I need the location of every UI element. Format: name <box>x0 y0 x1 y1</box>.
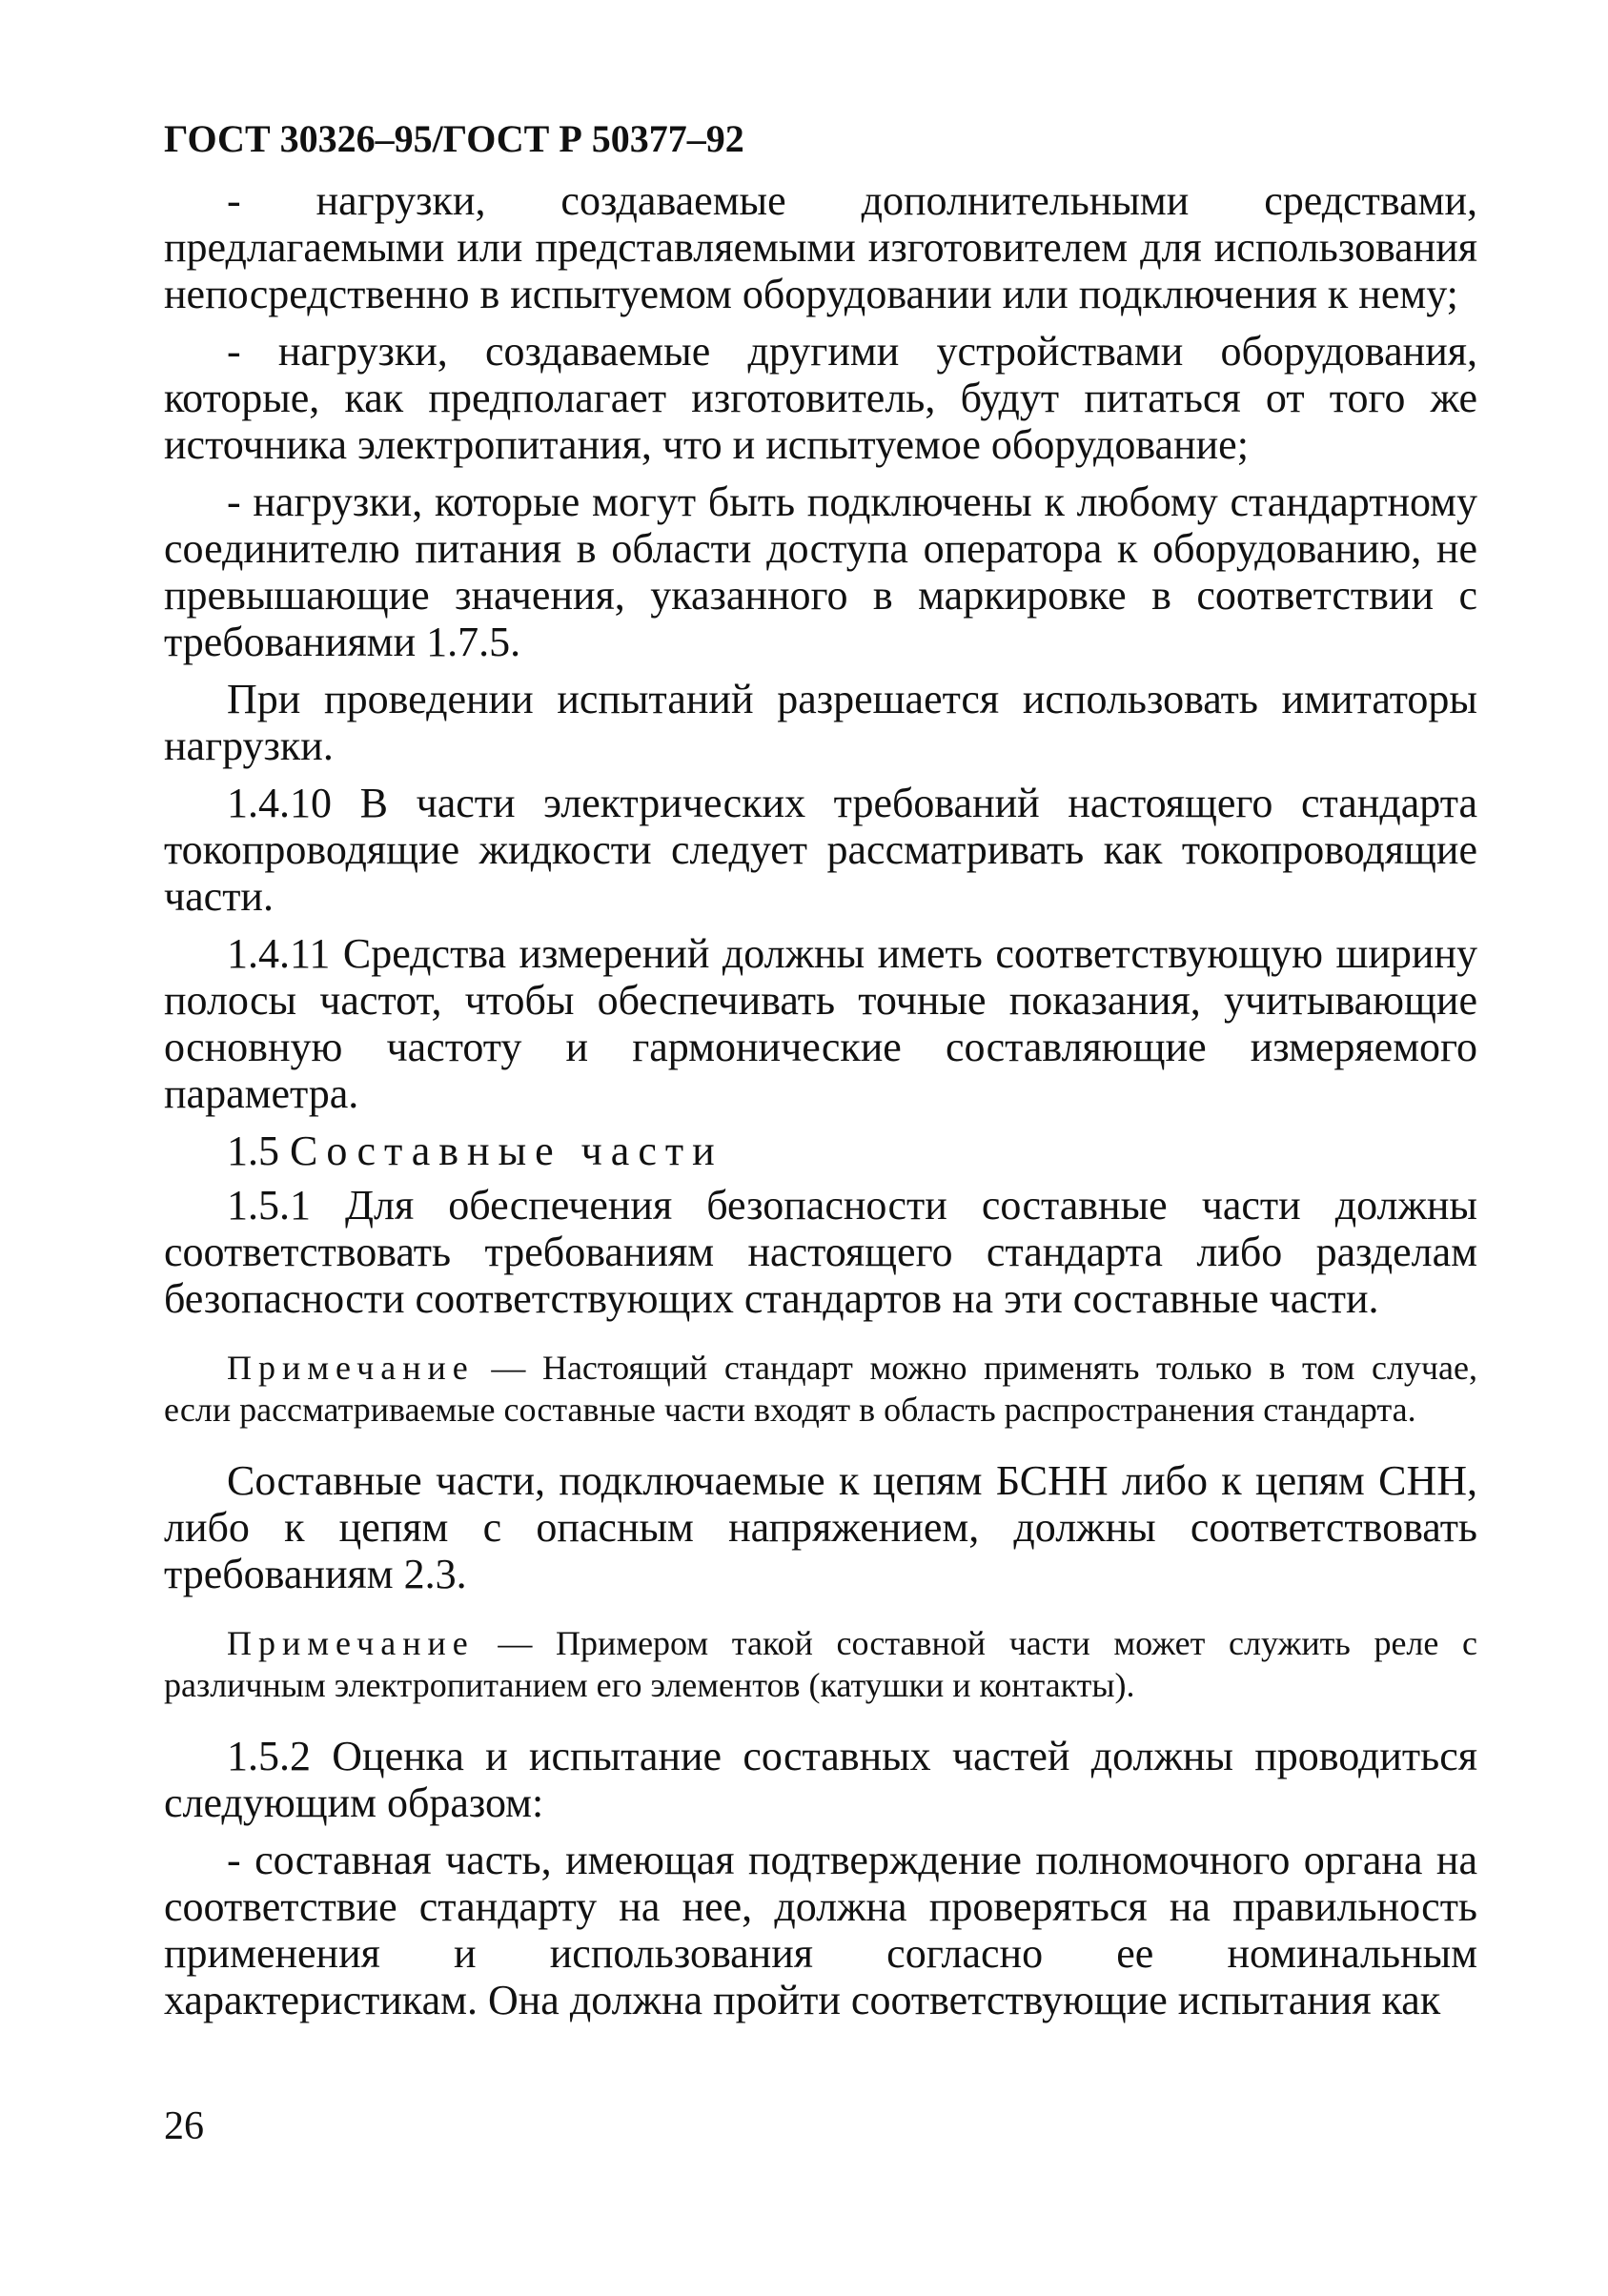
note-text: — Настоящий стандарт можно применять только в том случае, если рассматриваемые составные части входят в область распространения стандарта. <box>164 1349 1477 1429</box>
paragraph-components-circuits: Составные части, подключаемые к цепям БСНН либо к цепям СНН, либо к цепям с опасным напряжением, должны соответствовать требованиям 2.3. <box>164 1457 1477 1597</box>
page-number: 26 <box>164 2104 204 2148</box>
clause-1-5-1: 1.5.1 Для обеспечения безопасности составные части должны соответствовать требованиям настоящего стандарта либо разделам безопасности соответствующих стандартов на эти составные части. <box>164 1182 1477 1322</box>
list-item-load-other-devices: - нагрузки, создаваемые другими устройствами оборудования, которые, как предполагает изготовитель, будут питаться от того же источника электропитания, что и испытуемое оборудование; <box>164 328 1477 468</box>
list-item-load-connectors: - нагрузки, которые могут быть подключены к любому стандартному соединителю питания в области доступа оператора к оборудованию, не превышающие значения, указанного в маркировке в соответствии с требованиями 1.7.5. <box>164 478 1477 665</box>
list-item-certified-component: - составная часть, имеющая подтверждение полномочного органа на соответствие стандарту на нее, должна проверяться на правильность применения и использования согласно ее номинальным характеристикам. Она должна пройти соответствующие испытания как <box>164 1837 1477 2023</box>
document-page <box>164 112 1477 2034</box>
note-2 <box>164 1622 1477 1706</box>
paragraph-simulators: При проведении испытаний разрешается использовать имитаторы нагрузки. <box>164 676 1477 769</box>
note-label: Примечание <box>227 1349 475 1387</box>
clause-1-5-2: 1.5.2 Оценка и испытание составных частей должны проводиться следующим образом: <box>164 1733 1477 1826</box>
document-header: ГОСТ 30326–95/ГОСТ Р 50377–92 <box>164 117 744 160</box>
note-label: Примечание <box>227 1624 475 1662</box>
note-1 <box>164 1347 1477 1431</box>
note-text: — Примером такой составной части может служить реле с различным электропитанием его элементов (катушки и контакты). <box>164 1624 1477 1704</box>
section-title: Составные части <box>290 1128 723 1174</box>
section-heading-1-5 <box>164 1128 1477 1174</box>
list-item-load-additional: - нагрузки, создаваемые дополнительными средствами, предлагаемыми или представляемыми изготовителем для использования непосредственно в испытуемом оборудовании или подключения к нему; <box>164 177 1477 317</box>
section-number: 1.5 <box>227 1128 279 1174</box>
clause-1-4-11: 1.4.11 Средства измерений должны иметь соответствующую ширину полосы частот, чтобы обеспечивать точные показания, учитывающие основную частоту и гармонические составляющие измеряемого параметра. <box>164 930 1477 1117</box>
clause-1-4-10: 1.4.10 В части электрических требований настоящего стандарта токопроводящие жидкости следует рассматривать как токопроводящие части. <box>164 780 1477 920</box>
